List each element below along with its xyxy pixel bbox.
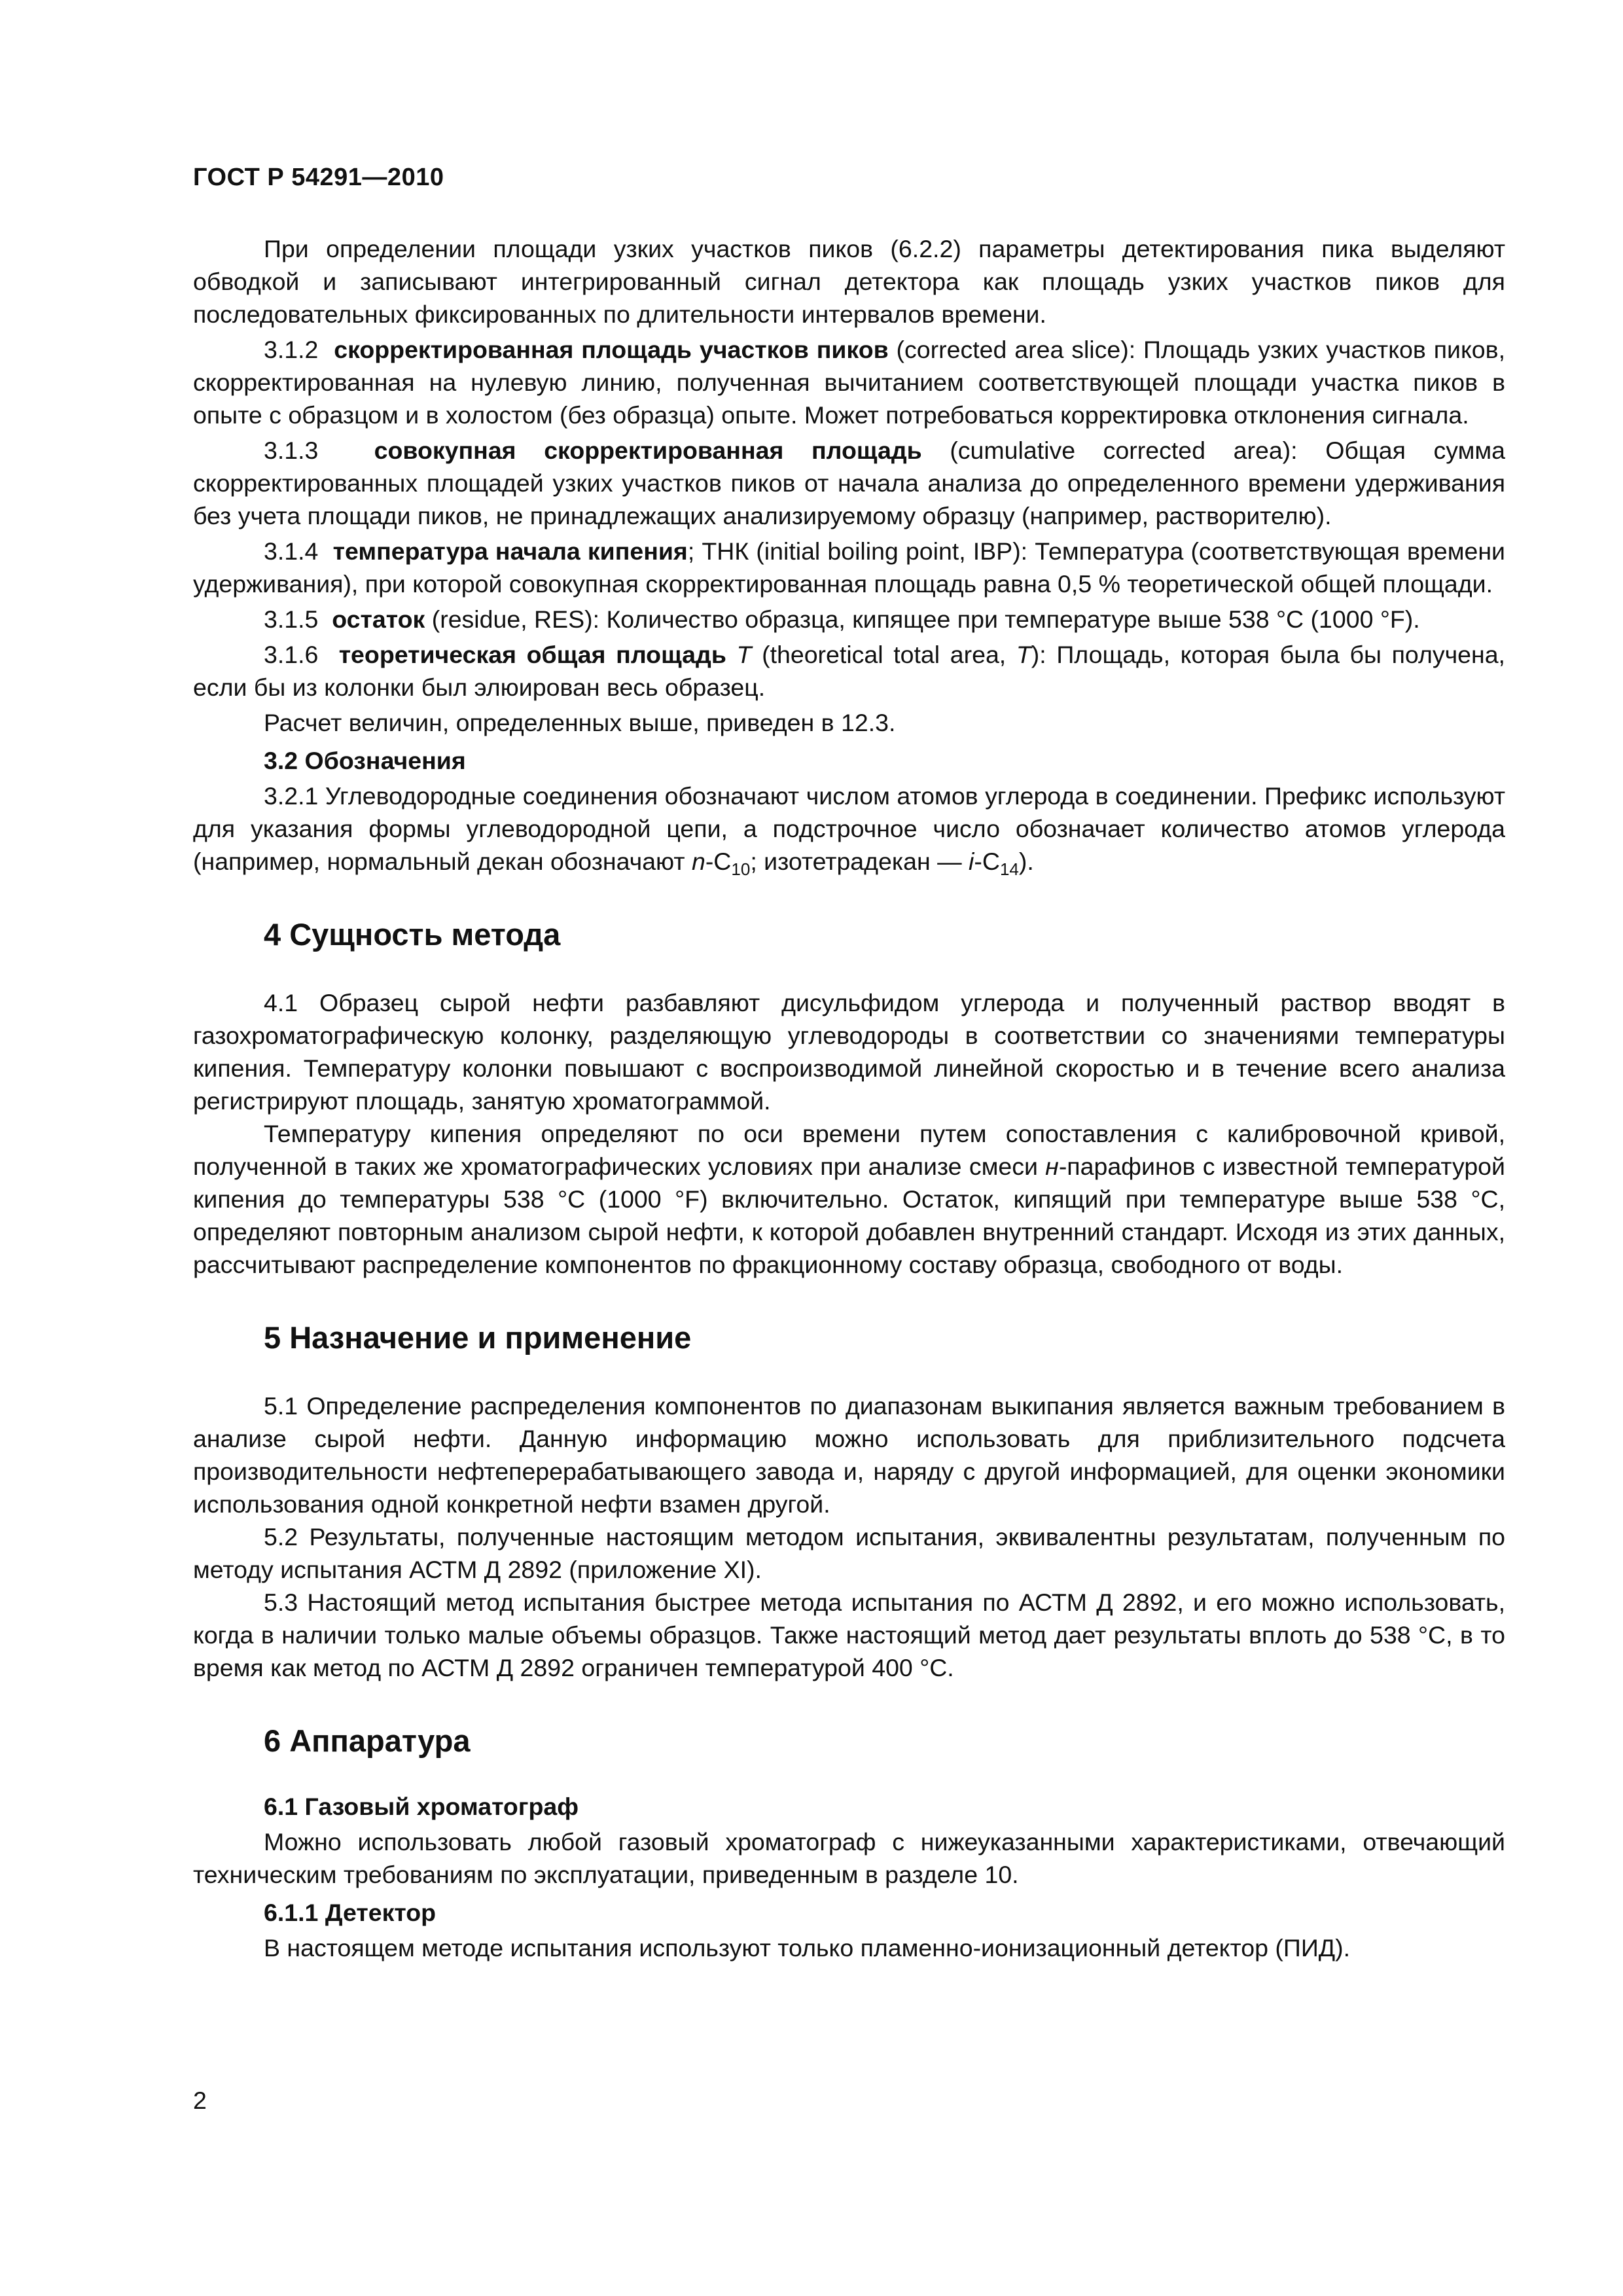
paragraph-6-1: Можно использовать любой газовый хроматограф с нижеуказанными характеристиками, отвечающий техническим требованиям по эксплуатации, приведенным в разделе 10. [193, 1828, 1505, 1888]
term: температура начала кипения [332, 537, 688, 565]
subsection-heading-6-1-1: 6.1.1 Детектор [264, 1899, 437, 1926]
definition-3-1-2: 3.1.2 скорректированная площадь участков пиков (corrected area slice): Площадь узких участков пиков, скорректированная на нулевую линию, полученная вычитанием соответствующей площади участка пиков в опыте с образцом и в холостом (без образца) опыте. Может потребоваться корректировка отклонения сигнала. [193, 336, 1505, 429]
paragraph-intro: При определении площади узких участков пиков (6.2.2) параметры детектирования пика выделяют обводкой и записывают интегрированный сигнал детектора как площадь узких участков пиков для последовательных фиксированных по длительности интервалов времени. [193, 235, 1505, 328]
term: остаток [332, 605, 425, 633]
document-header: ГОСТ Р 54291—2010 [193, 164, 444, 191]
definition-3-1-6: 3.1.6 теоретическая общая площадь T (theoretical total area, T): Площадь, которая была бы получена, если бы из колонки был элюирован весь образец. [193, 641, 1505, 701]
subsection-heading-3-2: 3.2 Обозначения [264, 747, 466, 774]
term: теоретическая общая площадь [338, 641, 726, 668]
term: скорректированная площадь участков пиков [334, 336, 889, 363]
section-heading-4: 4 Сущность метода [264, 917, 561, 952]
term: совокупная скорректированная площадь [374, 437, 922, 464]
paragraph-4-1: 4.1 Образец сырой нефти разбавляют дисульфидом углерода и полученный раствор вводят в газохроматографическую колонку, разделяющую углеводороды в соответствии со значениями температуры кипения. Температуру колонки повышают с воспроизводимой линейной скоростью и в течение всего анализа регистрируют площадь, занятую хроматограммой. [193, 989, 1505, 1115]
definition-3-1-3: 3.1.3 совокупная скорректированная площадь (cumulative corrected area): Общая сумма скорректированных площадей узких участков пиков от начала анализа до определенного времени удерживания без учета площади пиков, не принадлежащих анализируемому образцу (например, растворителю). [193, 437, 1506, 529]
paragraph-calc-ref: Расчет величин, определенных выше, приведен в 12.3. [264, 709, 896, 736]
definition-3-1-5: 3.1.5 остаток (residue, RES): Количество образца, кипящее при температуре выше 538 °С (1000 °F). [264, 605, 1420, 633]
section-heading-6: 6 Аппаратура [264, 1723, 471, 1758]
paragraph-3-2-1: 3.2.1 Углеводородные соединения обозначают числом атомов углерода в соединении. Префикс используют для указания формы углеводородной цепи, а подстрочное число обозначает количество атомов углерода (например, нормальный декан обозначают $n-С_{10}$; изотетрадекан — $i-С_{14}$). [193, 782, 1505, 879]
document-body [193, 232, 1505, 1964]
subsection-heading-6-1: 6.1 Газовый хроматограф [264, 1793, 579, 1820]
paragraph-5-3: 5.3 Настоящий метод испытания быстрее метода испытания по АСТМ Д 2892, и его можно использовать, когда в наличии только малые объемы образцов. Также настоящий метод дает результаты вплоть до 538 °С, в то время как метод по АСТМ Д 2892 ограничен температурой 400 °С. [193, 1588, 1505, 1681]
paragraph-4-1-continued: Температуру кипения определяют по оси времени путем сопоставления с калибровочной кривой, полученной в таких же хроматографических условиях при анализе смеси н-парафинов с известной температурой кипения до температуры 538 °С (1000 °F) включительно. Остаток, кипящий при температуре выше 538 °С, определяют повторным анализом сырой нефти, к которой добавлен внутренний стандарт. Исходя из этих данных, рассчитывают распределение компонентов по фракционному составу образца, свободного от воды. [193, 1120, 1505, 1278]
paragraph-6-1-1: В настоящем методе испытания используют только пламенно-ионизационный детектор (ПИД). [264, 1934, 1351, 1962]
definition-3-1-4: 3.1.4 температура начала кипения; ТНК (initial boiling point, IBP): Температура (соответствующая времени удерживания), при которой совокупная скорректированная площадь равна 0,5 % теоретической общей площади. [193, 537, 1505, 598]
paragraph-5-1: 5.1 Определение распределения компонентов по диапазонам выкипания является важным требованием в анализе сырой нефти. Данную информацию можно использовать для приблизительного подсчета производительности нефтеперерабатывающего завода и, наряду с другой информацией, для оценки экономики использования одной конкретной нефти взамен другой. [193, 1392, 1505, 1518]
section-heading-5: 5 Назначение и применение [264, 1320, 692, 1355]
paragraph-5-2: 5.2 Результаты, полученные настоящим методом испытания, эквивалентны результатам, полученным по методу испытания АСТМ Д 2892 (приложение XI). [193, 1523, 1505, 1583]
page-number: 2 [193, 2087, 207, 2114]
